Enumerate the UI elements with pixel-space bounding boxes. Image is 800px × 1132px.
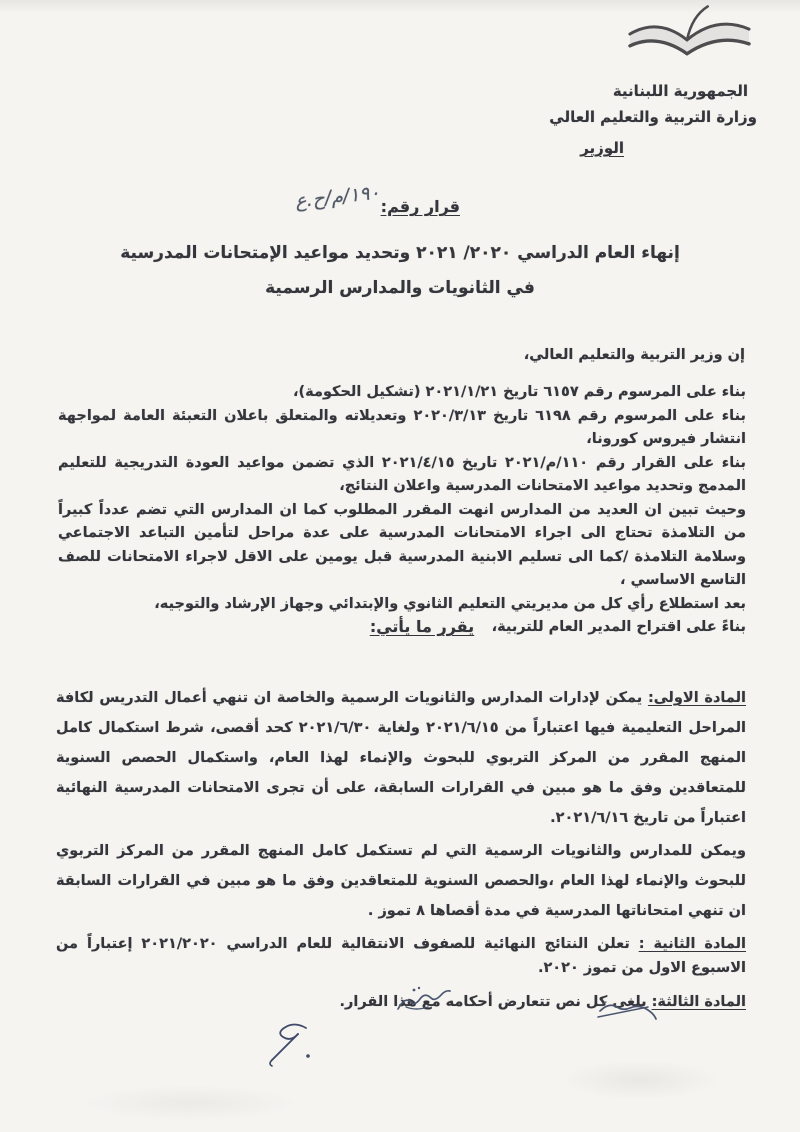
- scan-blot-artifact: [560, 1060, 720, 1100]
- decree-number-handwritten: ١٩٠/م/ح.ع: [294, 181, 381, 213]
- preamble-clause: بعد استطلاع رأي كل من مديريتي التعليم الثانوي والإبتدائي وجهاز الإرشاد والتوجيه،: [154, 595, 746, 612]
- article-3-label: المادة الثالثة:: [651, 994, 746, 1010]
- ministry-name: وزارة التربية والتعليم العالي: [549, 108, 757, 126]
- preamble-clause: بناء على المرسوم رقم ٦١٥٧ تاريخ ٢٠٢١/١/٢١ (تشكيل الحكومة)،: [293, 384, 746, 400]
- article-2-label: المادة الثانية :: [638, 936, 746, 952]
- republic-name: الجمهورية اللبنانية: [612, 82, 748, 100]
- preamble-clause: وحيث تبين ان العديد من المدارس انهت المقرر المطلوب كما ان المدارس التي تضم عدداً كبيراً من التلامذة تحتاج الى اجراء الامتحانات المدرسية على عدة مراحل لتأمين التباعد الاجتماعي وسلامة التلامذة /كما الى تسليم الابنية المدرسية قبل يومين على الاقل لاجراء الامتحانات للصف التاسع الاساسي ،: [58, 501, 746, 588]
- scan-blot-artifact: [80, 1085, 300, 1121]
- article-1-label: المادة الاولى:: [647, 690, 746, 706]
- article-1-extra-paragraph: ويمكن للمدارس والثانويات الرسمية التي لم تستكمل كامل المنهج المقرر من المركز التربوي للبحوث والإنماء لهذا العام ،والحصص السنوية للمتعاقدين وفق ما هو مبين في القرارات السابقة ان تنهي امتحاناتها المدرسية في مدة أقصاها ٨ تموز .: [56, 843, 746, 919]
- open-book-logo-icon: [625, 4, 753, 68]
- preamble-opening: إن وزير التربية والتعليم العالي،: [523, 347, 745, 363]
- preamble-clause: بناء على المرسوم رقم ٦١٩٨ تاريخ ٢٠٢٠/٣/١٣ وتعديلاته والمتعلق باعلان التعبئة العامة لمواجهة انتشار فيروس كورونا،: [58, 407, 746, 447]
- article-2-text: تعلن النتائج النهائية للصفوف الانتقالية للعام الدراسي ٢٠٢١/٢٠٢٠ إعتباراً من الاسبوع الاول من تموز ٢٠٢٠.: [56, 936, 746, 976]
- article-1: [56, 683, 746, 833]
- article-3-text: يلغى كل نص تتعارض أحكامه مع هذا القرار.: [339, 994, 652, 1010]
- preamble-clause: بناء على القرار رقم ١١٠/م/٢٠٢١ تاريخ ٢٠٢١/٤/١٥ الذي تضمن مواعيد العودة التدريجية للتعليم المدمج وتحديد مواعيد الامتحانات المدرسية واعلان النتائج،: [58, 454, 747, 494]
- articles-section: [56, 683, 746, 1015]
- signature-scribble-center: [392, 983, 454, 1019]
- signature-scribble-left: [262, 1018, 320, 1070]
- preamble-clauses: [58, 381, 746, 640]
- article-1-text: يمكن لإدارات المدارس والثانويات الرسمية والخاصة ان تنهي أعمال التدريس لكافة المراحل التعليمية فيها اعتباراً من ٢٠٢١/٦/١٥ ولغاية ٢٠٢١/٦/٣٠ كحد أقصى، شرط استكمال كامل المنهج المقرر من المركز التربوي للبحوث والإنماء لهذا العام، واستكمال الحصص السنوية للمتعاقدين وفق ما هو مبين في القرارات السابقة، على أن تجرى الامتحانات المدرسية النهائية اعتباراً من تاريخ ٢٠٢١/٦/١٦.: [56, 690, 746, 826]
- decree-title-line1: إنهاء العام الدراسي ٢٠٢٠/ ٢٠٢١ وتحديد مواعيد الإمتحانات المدرسية: [120, 243, 680, 263]
- decree-title-line2: في الثانويات والمدارس الرسمية: [265, 278, 535, 298]
- article-2: [56, 933, 746, 980]
- minister-title: الوزير: [580, 139, 624, 157]
- decision-phrase: يقرر ما يأتي:: [369, 617, 475, 636]
- preamble-clause: بناءً على اقتراح المدير العام للتربية،: [491, 619, 746, 635]
- decree-number-label: قرار رقم:: [380, 197, 460, 216]
- signature-scribble-right: [596, 999, 660, 1027]
